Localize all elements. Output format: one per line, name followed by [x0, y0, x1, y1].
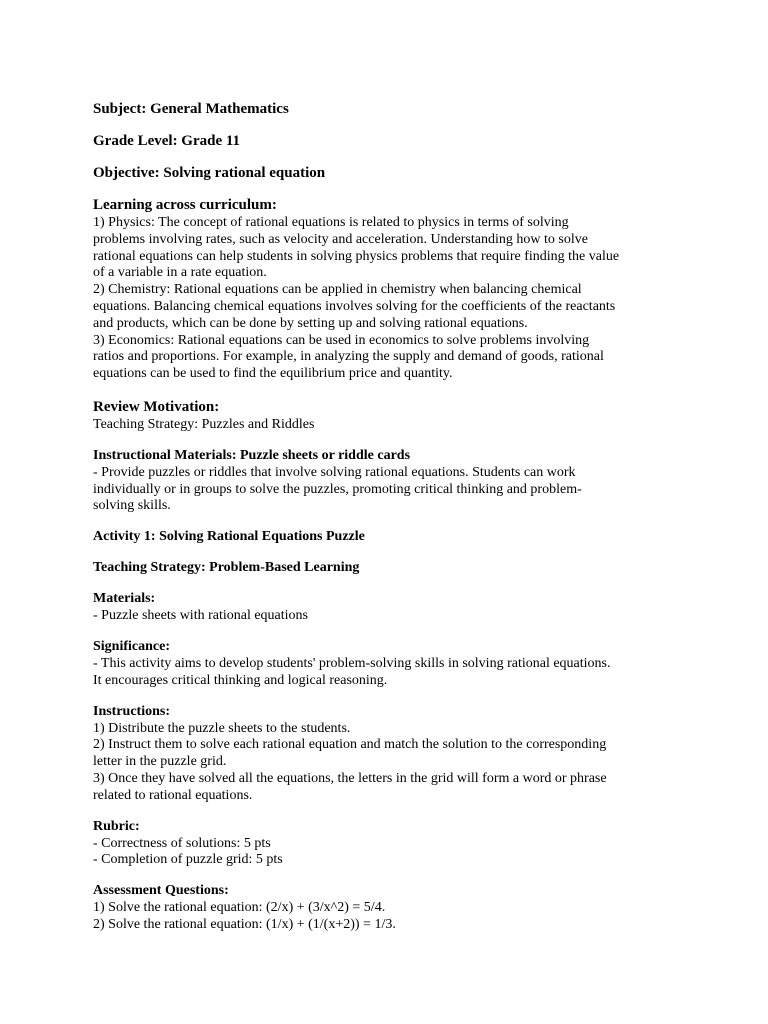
significance-section [93, 637, 688, 690]
review-section [93, 398, 688, 434]
instructional-materials-line: individually or in groups to solve the puzzles, promoting critical thinking and problem- [93, 481, 582, 497]
subject-heading: Subject: General Mathematics [93, 101, 289, 117]
materials-section [93, 589, 688, 625]
rubric-line: - Completion of puzzle grid: 5 pts [93, 852, 283, 868]
instructions-line: letter in the puzzle grid. [93, 754, 227, 770]
learning-line: and products, which can be done by setting up and solving rational equations. [93, 315, 528, 331]
learning-line: 3) Economics: Rational equations can be used in economics to solve problems involving [93, 332, 590, 348]
instructions-section [93, 702, 688, 805]
instructions-line: 2) Instruct them to solve each rational equation and match the solution to the corresponding [93, 737, 607, 753]
learning-heading: Learning across curriculum: [93, 197, 277, 213]
instructional-materials-line: solving skills. [93, 498, 171, 514]
instructions-line: 3) Once they have solved all the equations, the letters in the grid will form a word or phrase [93, 770, 607, 786]
assessment-section [93, 881, 688, 934]
significance-line: It encourages critical thinking and logical reasoning. [93, 672, 388, 688]
review-strategy: Teaching Strategy: Puzzles and Riddles [93, 416, 315, 432]
learning-line: problems involving rates, such as velocity and acceleration. Understanding how to solve [93, 231, 588, 247]
materials-heading: Materials: [93, 591, 156, 607]
instructional-materials-section [93, 446, 688, 515]
instructions-heading: Instructions: [93, 703, 171, 719]
learning-line: 2) Chemistry: Rational equations can be applied in chemistry when balancing chemical [93, 282, 582, 298]
assessment-question: 2) Solve the rational equation: (1/x) + (1/(x+2)) = 1/3. [93, 916, 396, 932]
materials-line: - Puzzle sheets with rational equations [93, 608, 308, 624]
instructions-line: related to rational equations. [93, 787, 253, 803]
learning-line: rational equations can help students in solving physics problems that require finding the value [93, 248, 620, 264]
significance-line: - This activity aims to develop students' problem-solving skills in solving rational equations. [93, 655, 611, 671]
instructional-materials-line: - Provide puzzles or riddles that involve solving rational equations. Students can work [93, 464, 576, 480]
assessment-question: 1) Solve the rational equation: (2/x) + (3/x^2) = 5/4. [93, 900, 386, 916]
instructions-line: 1) Distribute the puzzle sheets to the students. [93, 720, 351, 736]
learning-line: equations. Balancing chemical equations involves solving for the coefficients of the reactants [93, 298, 616, 314]
learning-section [93, 196, 688, 383]
assessment-heading: Assessment Questions: [93, 883, 229, 899]
rubric-line: - Correctness of solutions: 5 pts [93, 835, 271, 851]
learning-line: 1) Physics: The concept of rational equations is related to physics in terms of solving [93, 215, 569, 230]
instructional-materials-heading: Instructional Materials: Puzzle sheets or riddle cards [93, 447, 411, 463]
learning-line: of a variable in a rate equation. [93, 265, 267, 281]
learning-line: ratios and proportions. For example, in analyzing the supply and demand of goods, rational [93, 349, 604, 365]
grade-heading: Grade Level: Grade 11 [93, 133, 241, 149]
review-heading: Review Motivation: [93, 398, 220, 415]
objective-heading: Objective: Solving rational equation [93, 165, 326, 181]
learning-line: equations can be used to find the equilibrium price and quantity. [93, 366, 453, 382]
teaching-strategy-heading: Teaching Strategy: Problem-Based Learning [93, 560, 360, 576]
rubric-heading: Rubric: [93, 818, 140, 834]
significance-heading: Significance: [93, 638, 170, 654]
activity-heading: Activity 1: Solving Rational Equations Puzzle [93, 529, 365, 545]
rubric-section [93, 817, 688, 870]
